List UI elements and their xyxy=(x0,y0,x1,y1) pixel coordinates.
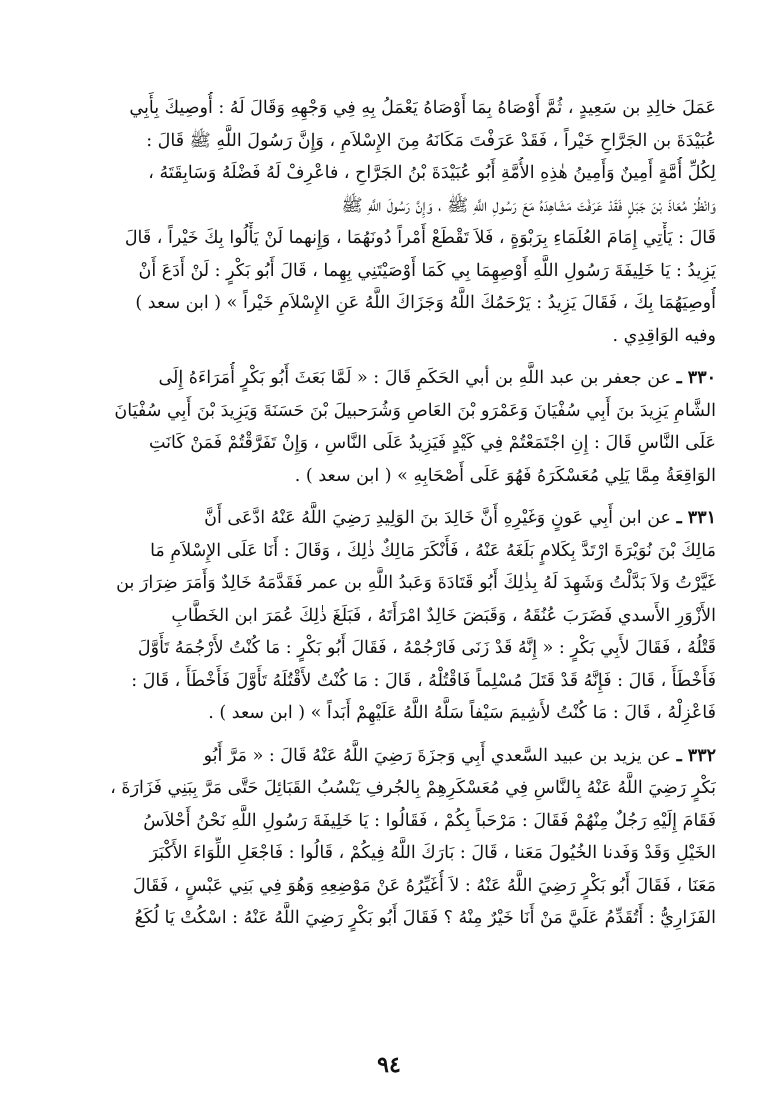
text-line: عَلَى النَّاسِ قَالَ : إِنِ اجْتَمَعْتُمْ فِي كَيْدٍ فَيَزِيدُ عَلَى النَّاسِ ، وَإِنْ تَفَرَّقْتُمْ فَمَنْ كَانَتِ xyxy=(148,433,716,453)
text-line: عُبَيْدَةَ بن الجَرَّاحِ خَيْراً ، فَقَدْ عَرَفْتَ مَكَانَهُ مِنَ الإِسْلاَمِ ، وَإِنَّ رَسُولَ اللَّهِ ﷺ قَالَ : xyxy=(146,130,716,151)
paragraph-332 xyxy=(52,740,716,935)
text-line: فَقَامَ إِلَيْهِ رَجُلٌ مِنْهُمْ فَقَالَ : مَرْحَباً بِكُمْ ، فَقَالُوا : يَا خَلِيفَةَ رَسُولِ اللَّهِ نَحْنُ أَحْلاَسُ xyxy=(143,810,716,831)
text-line-body: عن ابن أَبِي عَونٍ وَغَيْرِهِ أَنَّ خَالِدَ بنَ الوَلِيدِ رَضِيَ اللَّهُ عَنْهُ ادَّعَى أَنَّ xyxy=(204,508,671,528)
text-line-body: عن يزيد بن عبيد السَّعدي أَبِي وَجزَةَ رَضِيَ اللَّهُ عَنْهُ قَالَ : « مَرَّ أَبُو xyxy=(203,745,671,766)
text-line: وفيه الوَاقِدِي . xyxy=(612,325,716,346)
text-line xyxy=(52,362,716,395)
text-line: الشَّامِ يَزِيدَ بنَ أَبِي سُفْيَانَ وَعَمْرَو بْنَ العَاصِ وَشُرَحبيلَ بْنَ حَسَنَةَ وَيَزِيدَ بْنَ أَبِي سُفْيَانَ xyxy=(114,400,716,421)
text-line: مَعَنَا ، فَقَالَ أَبُو بَكْرٍ رَضِيَ اللَّهُ عَنْهُ : لاَ أُغَيِّرُهُ عَنْ مَوْضِعِهِ وَهُوَ فِي بَنِي عَبْسٍ ، فَقَالَ xyxy=(132,875,716,896)
text-line xyxy=(52,740,716,773)
text-line: لِكُلِّ أُمَّةٍ أَمِينٌ وَأَمِينُ هٰذِهِ الأُمَّةِ أَبُو عُبَيْدَةَ بْنُ الجَرَّاحِ ، فاعْرِفْ لَهُ فَضْلَهُ وَسَابِقَتَهُ ، xyxy=(148,163,716,183)
paragraph-continued xyxy=(52,92,716,352)
text-line: قَتْلُهُ ، فَقَالَ لأَبِي بَكْرٍ : « إِنَّهُ قَدْ زَنَى فَارْجُمْهُ ، فَقَالَ أَبُو بَكْرٍ : مَا كُنْتُ لأَرْجُمَهُ تَأَوَّلَ xyxy=(137,638,716,658)
text-line: أُوصِيَهُمَا بِكَ ، فَقَالَ يَزِيدُ : يَرْحَمُكَ اللَّهُ وَجَزَاكَ اللَّهُ عَنِ الإِسْلاَمِ خَيْراً » ( ابن سعد ) xyxy=(135,293,716,313)
text-line: فَأَخْطَأَ ، قَالَ : فَإِنَّهُ قَدْ قَتَلَ مُسْلِماً فَاقْتُلْهُ ، قَالَ : مَا كُنْتُ لأَقْتُلَهُ تَأَوَّلَ فَأَخْطَأَ ، قَالَ : xyxy=(131,670,716,691)
text-line: وَانْظُرْ مُعَاذَ بْنَ جَبَلٍ فَقَدْ عَرَفْتَ مَشَاهِدَهُ مَعَ رَسُولِ اللَّهِ ﷺ ، وَإِنَّ رَسُولَ اللَّهِ ﷺ xyxy=(341,195,716,216)
text-line: غَيَّرْتُ وَلاَ بَدَّلْتُ وَشَهِدَ لَهُ بِذٰلِكَ أَبُو قَتَادَةَ وَعَبدُ اللَّهِ بن عمر فَقَدَّمَهُ خَالِدٌ وَأَمَرَ ضِرَارَ بن xyxy=(116,573,716,593)
text-line: الأَزْوَرِ الأَسدي فَضَرَبَ عُنُقَهُ ، وَقَبَضَ خَالِدٌ امْرَأَتَهُ ، فَبَلَغَ ذٰلِكَ عُمَرَ ابن الخَطَّابِ xyxy=(171,605,716,626)
hadith-number: ٣٣٢ ـ xyxy=(676,745,716,766)
text-line: مَالِكَ بْنَ نُوَيْرَةَ ارْتَدَّ بِكَلامٍ بَلَغَهُ عَنْهُ ، فَأَنْكَرَ مَالِكٌ ذٰلِكَ ، وَقَالَ : أَنَا عَلَى الإِسْلاَمِ مَا xyxy=(150,540,716,561)
hadith-number: ٣٣٠ ـ xyxy=(676,368,716,388)
text-line xyxy=(52,502,716,535)
hadith-number: ٣٣١ ـ xyxy=(676,508,716,528)
text-line: قَالَ : يَأْتِي إِمَامَ العُلَمَاءِ بِرَبْوَةٍ ، فَلاَ تَقْطَعْ أَمْراً دُونَهُمَا ، وَإِنهما لَنْ يَأْلُوا بِكَ خَيْراً ، قَالَ xyxy=(124,228,716,248)
text-line: بَكْرٍ رَضِيَ اللَّهُ عَنْهُ بِالنَّاسِ فِي مُعَسْكَرِهِمْ بِالجُرفِ يَنْسُبُ القَبَائِلَ حَتَّى مَرَّ بِبَنِي فَزَارَةَ ، xyxy=(110,778,716,798)
paragraph-331 xyxy=(52,502,716,730)
text-line-body: عن جعفر بن عبد اللَّهِ بن أبي الحَكَمِ قَالَ : « لَمَّا بَعَثَ أَبُو بَكْرٍ أُمَرَاءَهُ إِلَى xyxy=(158,368,671,388)
page-number: ٩٤ xyxy=(377,1052,401,1078)
text-line: الخَيْلِ وَقَدْ وَفَدنا الخُيُولَ مَعَنا ، قَالَ : بَارَكَ اللَّهُ فِيكُمْ ، قَالُوا : فَاجْعَلِ اللِّوَاءَ الأَكْبَرَ xyxy=(149,843,716,863)
text-line: عَمَلَ خالِدِ بن سَعِيدٍ ، ثُمَّ أَوْصَاهُ بِمَا أَوْصَاهُ يَعْمَلُ بِهِ فِي وَجْهِهِ وَقَالَ لَهُ : أُوصِيكَ بِأَبِي xyxy=(129,98,716,118)
text-line: فَاعْزِلْهُ ، قَالَ : مَا كُنْتُ لأَشِيمَ سَيْفاً سَلَّهُ اللَّهُ عَلَيْهِمْ أَبَداً » ( ابن سعد ) . xyxy=(208,703,716,723)
paragraph-330 xyxy=(52,362,716,492)
text-line: الفَزَارِيُّ : أَتُقَدِّمُ عَلَيَّ مَنْ أَنَا خَيْرٌ مِنْهُ ؟ فَقَالَ أَبُو بَكْرٍ رَضِيَ اللَّهُ عَنْهُ : اسْكُتْ يَا لُكَعُ xyxy=(134,908,716,928)
text-line: يَزِيدُ : يَا خَلِيفَةَ رَسُولِ اللَّهِ أَوْصِهِمَا بِي كَمَا أَوْصَيْتَنِي بِهِما ، قَالَ أَبُو بَكْرٍ : لَنْ أَدَعَ أَنْ xyxy=(138,260,716,281)
text-line: الوَاقِعَةُ مِمَّا يَلِي مُعَسْكَرَهُ فَهُوَ عَلَى أَصْحَابِهِ » ( ابن سعد ) . xyxy=(294,465,716,486)
